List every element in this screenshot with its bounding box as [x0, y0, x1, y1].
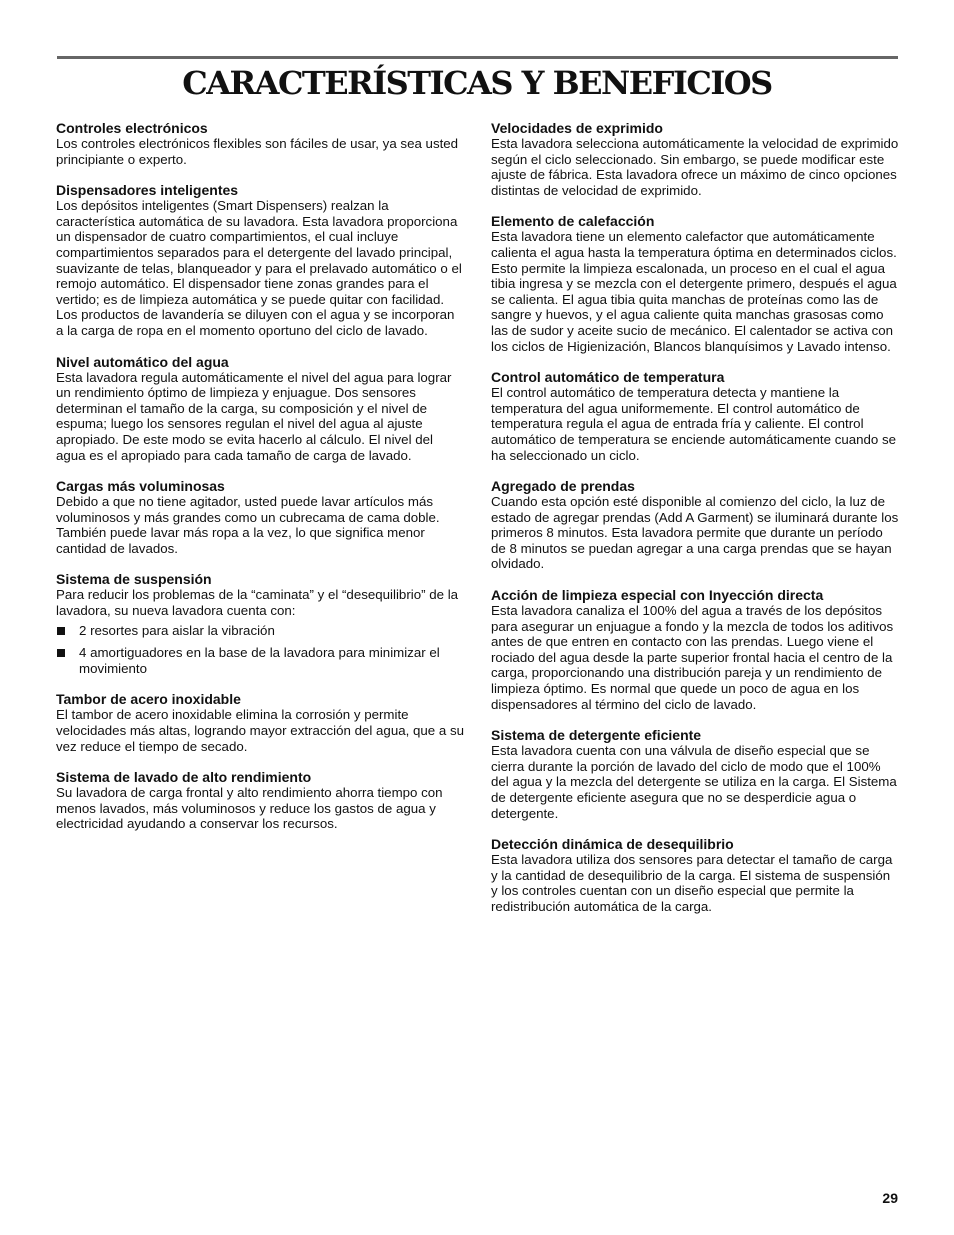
section-body: Esta lavadora tiene un elemento calefactor que automáticamente calienta el agua hasta la temperatura óptima en determinados ciclos. Esto permite la limpieza escalonada, un proceso en el cual el agua tibia ingresa y se mezcla con el detergente primero, después el agua se calienta. El agua tibia quita manchas de proteínas como las de sangre y huevos, y el agua caliente quita manchas grasosas como las de sudor y aceite sucio de mecánico. El calentador se activa con los ciclos de Higienización, Blancos blanquísimos y Lavado intenso.	[491, 229, 897, 354]
section-detergente-eficiente	[491, 727, 899, 821]
section-heading: Detección dinámica de desequilibrio	[491, 836, 734, 853]
section-heading: Agregado de prendas	[491, 478, 635, 495]
section-body: Para reducir los problemas de la “caminata” y el “desequilibrio” de la lavadora, su nueva lavadora cuenta con:	[56, 587, 459, 619]
section-heading: Control automático de temperatura	[491, 369, 725, 386]
square-bullet-icon	[57, 627, 65, 635]
section-heading: Sistema de suspensión	[56, 571, 212, 588]
section-body: Esta lavadora utiliza dos sensores para detectar el tamaño de carga y la cantidad de desequilibrio de la carga. El sistema de suspensión y los controles cuentan con un diseño especial que permite la redistribución automática de la carga.	[491, 852, 893, 914]
section-body: El tambor de acero inoxidable elimina la corrosión y permite velocidades más altas, logrando mayor extracción del agua, que a su vez reduce el tiempo de secado.	[56, 707, 465, 754]
section-heading: Dispensadores inteligentes	[56, 182, 239, 199]
section-inyeccion-directa	[491, 587, 899, 712]
section-deteccion-desequilibrio	[491, 836, 899, 914]
section-lavado-alto-rendimiento	[56, 769, 464, 832]
section-heading: Elemento de calefacción	[491, 213, 655, 230]
section-body: Su lavadora de carga frontal y alto rendimiento ahorra tiempo con menos lavados, más voluminosos y reduce los gastos de agua y electricidad ayudando a conservar los recursos.	[56, 785, 443, 832]
section-nivel-automatico-agua	[56, 354, 464, 464]
page-number: 29	[882, 1190, 898, 1206]
section-body: Esta lavadora cuenta con una válvula de diseño especial que se cierra durante la porción de lavado del ciclo de modo que el 100% del agua y la mezcla del detergente se utiliza en la carga. El Sistema de detergente eficiente asegura que no se desperdicie agua o detergente.	[491, 743, 897, 821]
section-body: Esta lavadora selecciona automáticamente la velocidad de exprimido según el ciclo seleccionado. Sin embargo, se puede modificar este ajuste de fábrica. Esta lavadora ofrece un máximo de cinco opciones distintas de velocidad de exprimido.	[491, 136, 899, 198]
list-item	[56, 645, 464, 676]
section-agregado-prendas	[491, 478, 899, 572]
list-item-text: 4 amortiguadores en la base de la lavadora para minimizar el movimiento	[79, 645, 440, 676]
section-cargas-voluminosas	[56, 478, 464, 556]
section-sistema-suspension	[56, 571, 464, 676]
bullet-list	[56, 623, 464, 677]
section-heading: Acción de limpieza especial con Inyección directa	[491, 587, 824, 604]
left-column	[56, 120, 464, 847]
section-body: Los depósitos inteligentes (Smart Dispensers) realzan la característica automática de su lavadora. Esta lavadora proporciona un dispensador de cuatro compartimientos, el cual incluye compartimientos separados para el detergente del lavado principal, suavizante de telas, blanqueador y para el prelavado automático o el remojo automático. El dispensador tiene zonas grandes para el vertido; es de limpieza automática y se puede quitar con facilidad. Los productos de lavandería se diluyen con el agua y se incorporan a la carga de ropa en el momento oportuno del ciclo de lavado.	[56, 198, 462, 338]
section-tambor-acero	[56, 691, 464, 754]
header-rule	[57, 56, 898, 59]
section-heading: Velocidades de exprimido	[491, 120, 663, 136]
section-body: Los controles electrónicos flexibles son fáciles de usar, ya sea usted principiante o experto.	[56, 136, 459, 167]
section-controles-electronicos	[56, 120, 464, 167]
section-heading: Sistema de lavado de alto rendimiento	[56, 769, 312, 786]
section-body: Debido a que no tiene agitador, usted puede lavar artículos más voluminosos y más grandes como un cubrecama de cama doble. También puede lavar más ropa a la vez, lo que significa menor cantidad de lavados.	[56, 494, 440, 556]
square-bullet-icon	[57, 649, 65, 657]
section-heading: Controles electrónicos	[56, 120, 208, 136]
section-heading: Cargas más voluminosas	[56, 478, 225, 495]
section-body: Esta lavadora regula automáticamente el nivel del agua para lograr un rendimiento óptimo de limpieza y enjuague. Dos sensores determinan el tamaño de la carga, su composición y el nivel de espuma; luego los sensores regulan el nivel del agua al ajuste apropiado. De este modo se evita hacerlo al cálculo. El nivel del agua es el apropiado para cada tamaño de carga de lavado.	[56, 369, 452, 463]
section-elemento-calefaccion	[491, 213, 899, 354]
section-dispensadores-inteligentes	[56, 182, 464, 338]
list-item	[56, 623, 464, 639]
page-title: CARACTERÍSTICAS Y BENEFICIOS	[182, 64, 772, 102]
section-body: Cuando esta opción esté disponible al comienzo del ciclo, la luz de estado de agregar prendas (Add A Garment) se iluminará durante los primeros 8 minutos. Esta lavadora permite que durante un período de 8 minutos se puedan agregar a una carga prendas que se hayan olvidado.	[491, 494, 899, 572]
section-body: Esta lavadora canaliza el 100% del agua a través de los depósitos para asegurar un enjuague a fondo y la mezcla de todos los aditivos antes de que entren en contacto con las prendas. Luego viene el rociado del agua desde la parte superior frontal hacia el centro de la carga, proporcionando una distribución pareja y un rendimiento de limpieza óptimo. Es normal que quede un poco de agua en los dispensadores al término del ciclo de lavado.	[491, 603, 894, 712]
section-control-temperatura	[491, 369, 899, 463]
section-heading: Sistema de detergente eficiente	[491, 727, 702, 744]
list-item-text: 2 resortes para aislar la vibración	[79, 622, 275, 638]
section-heading: Tambor de acero inoxidable	[56, 691, 241, 708]
right-column	[491, 120, 899, 930]
section-heading: Nivel automático del agua	[56, 353, 229, 370]
section-velocidades-exprimido	[491, 120, 899, 198]
section-body: El control automático de temperatura detecta y mantiene la temperatura del agua uniformemente. El control automático de temperatura regula el agua de entrada fría y caliente. El control automático de temperatura se enciende automáticamente cuando se ha seleccionado un ciclo.	[491, 385, 897, 463]
